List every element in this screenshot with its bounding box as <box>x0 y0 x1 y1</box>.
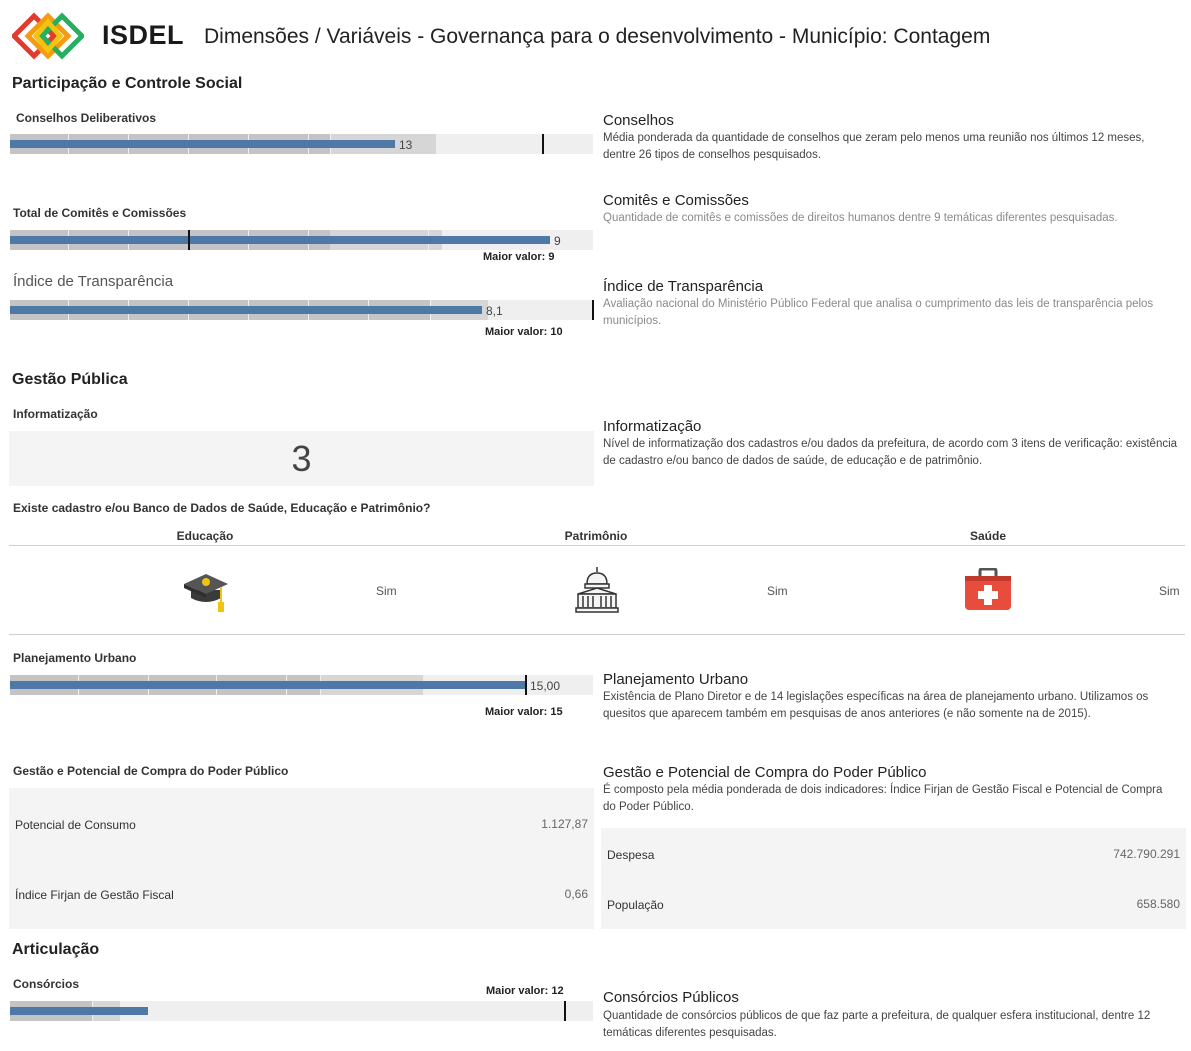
informatizacao-desc-title: Informatização <box>603 418 702 435</box>
cadastro-col-patrimonio: Patrimônio <box>564 529 628 543</box>
transparencia-desc-title: Índice de Transparência <box>603 278 764 295</box>
comites-desc: Quantidade de comitês e comissões de direitos humanos dentre 9 temáticas diferentes pesquisadas. <box>603 212 1118 224</box>
graduation-cap-icon <box>183 568 229 614</box>
conselhos-bar <box>10 140 395 148</box>
comites-bar <box>10 236 550 244</box>
comites-bar-chart <box>10 230 593 250</box>
compra-detail-value: 658.580 <box>1136 897 1180 911</box>
consorcios-bar <box>10 1007 148 1015</box>
consorcios-desc: Quantidade de consórcios públicos de que faz parte a prefeitura, de qualquer esfera institucional, dentre 12 temáticas diferentes pesquisadas. <box>603 1010 1151 1039</box>
planejamento-max-note: Maior valor: 15 <box>485 706 563 718</box>
informatizacao-kpi-value: 3 <box>291 438 312 479</box>
section-title-participacao: Participação e Controle Social <box>12 75 243 92</box>
compra-desc: É composto pela média ponderada de dois indicadores: Índice Firjan de Gestão Fiscal e Potencial de Compra do Poder Público. <box>603 784 1163 813</box>
informatizacao-kpi <box>9 431 594 486</box>
consorcios-bar-chart <box>10 1001 593 1021</box>
cadastro-col-saude: Saúde <box>969 529 1006 543</box>
compra-desc-title: Gestão e Potencial de Compra do Poder Público <box>603 764 927 781</box>
compra-detail-label: População <box>607 898 664 912</box>
cadastro-question: Existe cadastro e/ou Banco de Dados de Saúde, Educação e Patrimônio? <box>13 501 431 515</box>
planejamento-desc-title: Planejamento Urbano <box>603 671 749 688</box>
capitol-building-icon <box>574 566 620 614</box>
compra-row-value: 1.127,87 <box>541 817 588 831</box>
conselhos-reference-line <box>542 134 544 154</box>
informatizacao-desc: Nível de informatização dos cadastros e/ou dados da prefeitura, de acordo com 3 itens de verificação: existência de cadastro e/ou banco de dados de saúde, de educação e de patrimônio. <box>603 438 1178 467</box>
cadastro-footer-divider <box>9 634 1185 635</box>
compra-panel <box>9 788 594 929</box>
transparencia-reference-line <box>592 300 594 320</box>
conselhos-desc-title: Conselhos <box>603 112 674 129</box>
cadastro-col-educacao: Educação <box>176 529 234 543</box>
section-title-gestao: Gestão Pública <box>12 371 128 388</box>
planejamento-bar <box>10 681 526 689</box>
planejamento-desc: Existência de Plano Diretor e de 14 legislações específicas na área de planejamento urbano. Utilizamos os quesitos que aparecem também em pesquisas de anos anteriores (e não somente na de 2015). <box>603 691 1149 720</box>
page-title: Dimensões / Variáveis - Governança para o desenvolvimento - Município: Contagem <box>204 25 991 48</box>
cadastro-saude-answer: Sim <box>1159 584 1180 598</box>
transparencia-desc: Avaliação nacional do Ministério Público Federal que analisa o cumprimento das leis de transparência pelos municípios. <box>603 298 1154 327</box>
compra-row-value: 0,66 <box>564 887 588 901</box>
planejamento-label: Planejamento Urbano <box>13 651 137 665</box>
compra-row-label: Potencial de Consumo <box>15 818 136 832</box>
compra-detail-value: 742.790.291 <box>1113 847 1180 861</box>
planejamento-bar-value: 15,00 <box>530 679 561 693</box>
transparencia-max-note: Maior valor: 10 <box>485 326 563 338</box>
transparencia-bar-chart <box>10 300 593 320</box>
section-title-articulacao: Articulação <box>12 941 100 958</box>
compra-row-label: Índice Firjan de Gestão Fiscal <box>15 888 174 902</box>
compra-detail-label: Despesa <box>607 848 655 862</box>
cadastro-patrimonio-answer: Sim <box>767 584 788 598</box>
consorcios-max-note: Maior valor: 12 <box>486 985 564 997</box>
conselhos-bar-chart <box>10 134 593 154</box>
comites-label: Total de Comitês e Comissões <box>13 206 187 220</box>
comites-max-note: Maior valor: 9 <box>483 251 555 263</box>
informatizacao-label: Informatização <box>13 407 98 421</box>
consorcios-desc-title: Consórcios Públicos <box>603 989 739 1006</box>
conselhos-label: Conselhos Deliberativos <box>16 111 157 125</box>
isdel-logo <box>12 10 84 62</box>
comites-reference-line <box>188 230 190 250</box>
compra-label: Gestão e Potencial de Compra do Poder Público <box>13 764 289 778</box>
planejamento-bar-chart <box>10 675 593 695</box>
consorcios-label: Consórcios <box>13 977 80 991</box>
cadastro-header-divider <box>9 545 1185 546</box>
comites-bar-value: 9 <box>554 234 561 248</box>
cadastro-educacao-answer: Sim <box>376 584 397 598</box>
transparencia-bar <box>10 306 482 314</box>
comites-desc-title: Comitês e Comissões <box>603 192 749 209</box>
planejamento-reference-line <box>525 675 527 695</box>
consorcios-reference-line <box>564 1001 566 1021</box>
transparencia-label: Índice de Transparência <box>13 273 174 290</box>
brand-name: ISDEL <box>102 20 185 50</box>
first-aid-kit-icon <box>964 568 1012 612</box>
conselhos-desc: Média ponderada da quantidade de conselhos que zeram pelo menos uma reunião nos últimos 12 meses, dentre 26 tipos de conselhos pesquisados. <box>603 132 1145 161</box>
conselhos-bar-value: 13 <box>399 138 413 152</box>
transparencia-bar-value: 8,1 <box>486 304 503 318</box>
compra-detail-panel <box>601 828 1186 929</box>
